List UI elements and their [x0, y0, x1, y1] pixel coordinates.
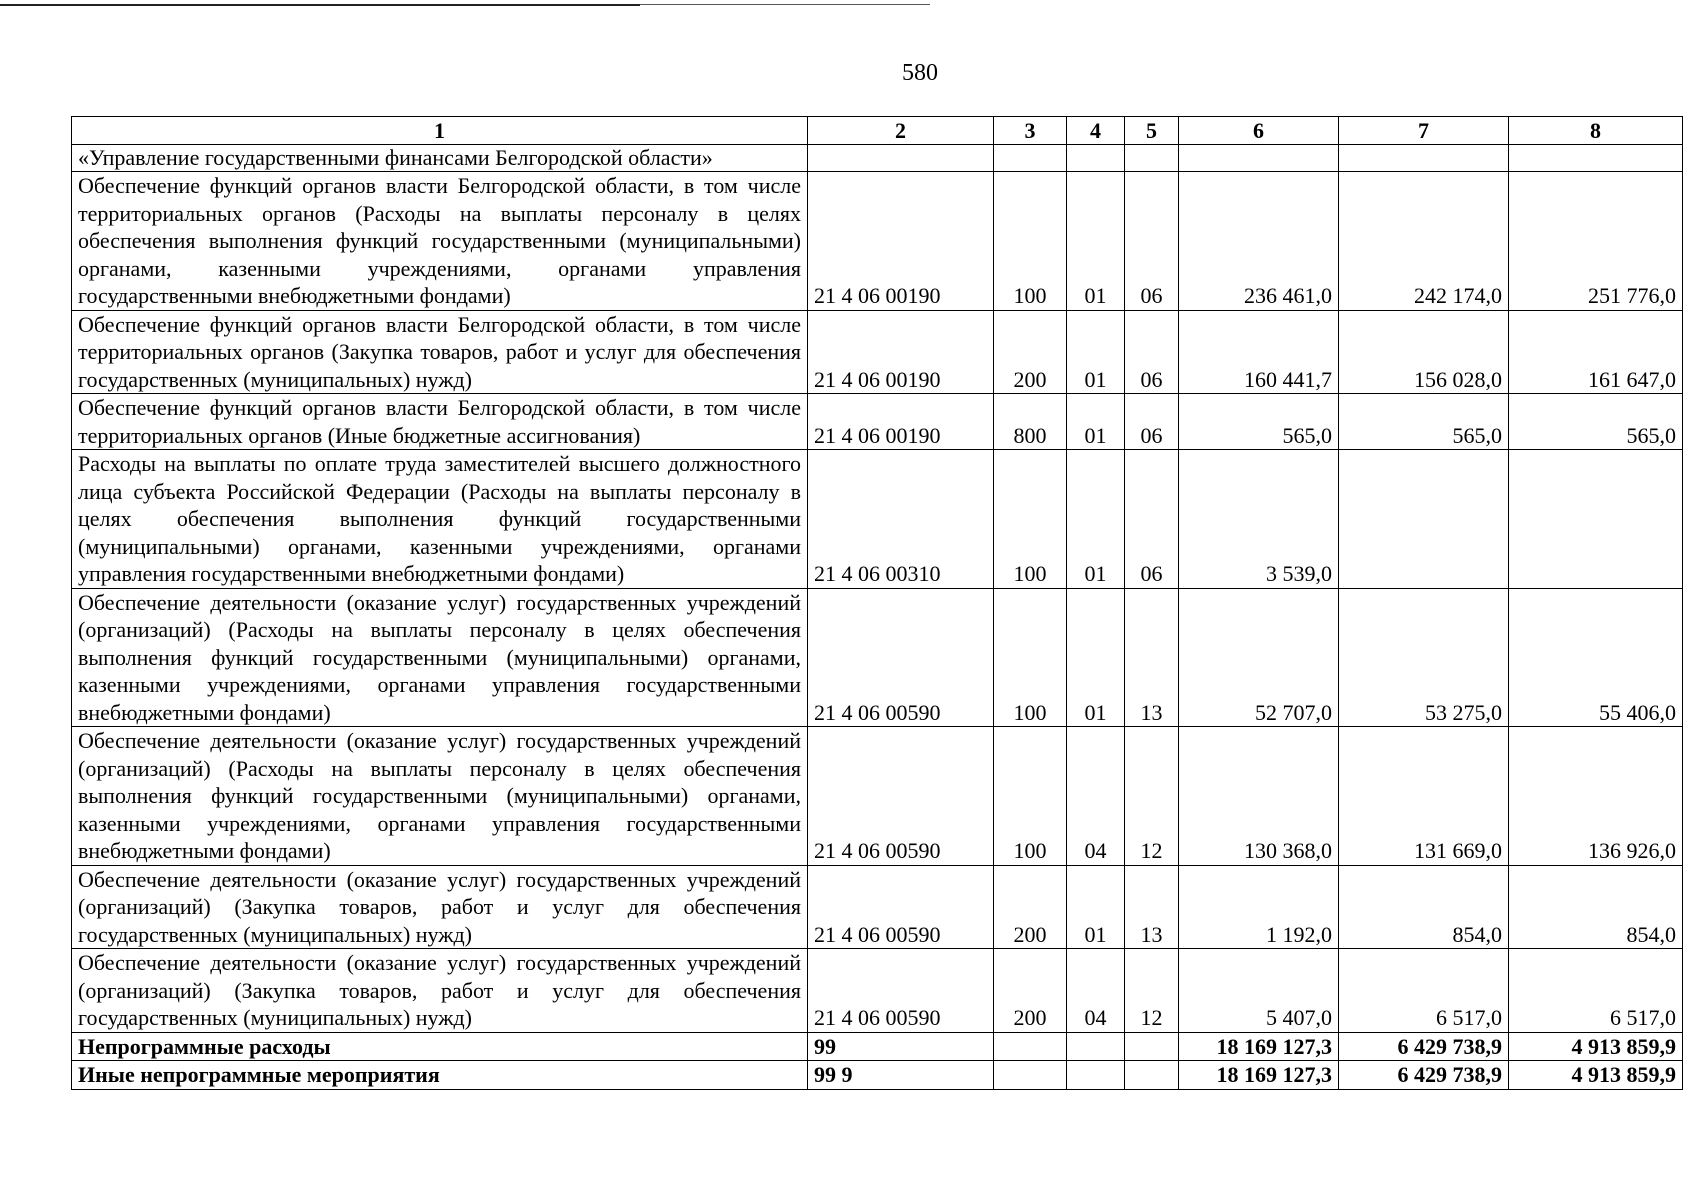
row-col4-cell: 01 — [1067, 450, 1125, 589]
row-col4-cell: 01 — [1067, 865, 1125, 949]
row-value7-cell: 565,0 — [1339, 394, 1509, 450]
scan-edge-line — [0, 4, 640, 6]
row-value8-cell: 251 776,0 — [1509, 172, 1683, 311]
row-col3-cell — [994, 1032, 1067, 1061]
row-value6-cell: 236 461,0 — [1179, 172, 1339, 311]
row-name-cell: «Управление государственными финансами Белгородской области» — [72, 145, 808, 172]
row-col3-cell — [994, 145, 1067, 172]
row-col3-cell — [994, 1061, 1067, 1090]
row-code-cell: 21 4 06 00190 — [808, 310, 994, 394]
row-name-cell: Расходы на выплаты по оплате труда заместителей высшего должностного лица субъекта Российской Федерации (Расходы на выплаты персоналу в целях обеспечения выполнения функций государственными (муниципальными) органами, казенными учреждениями, органами управления государственными внебюджетными фондами) — [72, 450, 808, 589]
row-col4-cell: 04 — [1067, 949, 1125, 1033]
row-col5-cell: 06 — [1125, 172, 1179, 311]
row-col4-cell: 01 — [1067, 172, 1125, 311]
row-code-cell: 21 4 06 00190 — [808, 394, 994, 450]
row-col5-cell — [1125, 145, 1179, 172]
header-row — [72, 117, 1683, 145]
row-value6-cell: 5 407,0 — [1179, 949, 1339, 1033]
row-value8-cell: 161 647,0 — [1509, 310, 1683, 394]
row-value7-cell: 242 174,0 — [1339, 172, 1509, 311]
budget-table — [71, 116, 1683, 1090]
header-col-5: 5 — [1125, 117, 1179, 145]
table-row — [72, 588, 1683, 727]
row-col4-cell — [1067, 1032, 1125, 1061]
row-name-cell: Обеспечение деятельности (оказание услуг) государственных учреждений (организаций) (Закупка товаров, работ и услуг для обеспечения государственных (муниципальных) нужд) — [72, 949, 808, 1033]
table-row — [72, 865, 1683, 949]
header-col-7: 7 — [1339, 117, 1509, 145]
scan-edge-line-thin — [640, 4, 930, 5]
row-name-cell: Непрограммные расходы — [72, 1032, 808, 1061]
table-row — [72, 394, 1683, 450]
row-value7-cell: 6 429 738,9 — [1339, 1032, 1509, 1061]
row-col5-cell: 13 — [1125, 865, 1179, 949]
row-col4-cell: 01 — [1067, 588, 1125, 727]
row-value8-cell — [1509, 145, 1683, 172]
header-col-2: 2 — [808, 117, 994, 145]
header-col-1: 1 — [72, 117, 808, 145]
table-row — [72, 450, 1683, 589]
row-value7-cell — [1339, 145, 1509, 172]
row-col5-cell — [1125, 1061, 1179, 1090]
table-row — [72, 1061, 1683, 1090]
row-code-cell: 99 9 — [808, 1061, 994, 1090]
row-value8-cell: 854,0 — [1509, 865, 1683, 949]
row-value7-cell: 53 275,0 — [1339, 588, 1509, 727]
row-value8-cell: 4 913 859,9 — [1509, 1061, 1683, 1090]
row-col5-cell: 12 — [1125, 727, 1179, 866]
row-col4-cell: 04 — [1067, 727, 1125, 866]
row-code-cell: 21 4 06 00590 — [808, 949, 994, 1033]
row-col5-cell: 13 — [1125, 588, 1179, 727]
table-row — [72, 949, 1683, 1033]
row-col5-cell: 06 — [1125, 310, 1179, 394]
row-code-cell: 21 4 06 00590 — [808, 865, 994, 949]
row-code-cell: 99 — [808, 1032, 994, 1061]
row-value6-cell: 130 368,0 — [1179, 727, 1339, 866]
row-col4-cell: 01 — [1067, 310, 1125, 394]
header-col-8: 8 — [1509, 117, 1683, 145]
row-name-cell: Обеспечение функций органов власти Белгородской области, в том числе территориальных органов (Закупка товаров, работ и услуг для обеспечения государственных (муниципальных) нужд) — [72, 310, 808, 394]
row-code-cell: 21 4 06 00310 — [808, 450, 994, 589]
row-value6-cell: 3 539,0 — [1179, 450, 1339, 589]
row-value7-cell: 854,0 — [1339, 865, 1509, 949]
row-code-cell — [808, 145, 994, 172]
row-value7-cell: 6 517,0 — [1339, 949, 1509, 1033]
row-col3-cell: 100 — [994, 172, 1067, 311]
row-col3-cell: 200 — [994, 949, 1067, 1033]
row-name-cell: Иные непрограммные мероприятия — [72, 1061, 808, 1090]
row-col4-cell — [1067, 145, 1125, 172]
row-value7-cell — [1339, 450, 1509, 589]
row-name-cell: Обеспечение деятельности (оказание услуг) государственных учреждений (организаций) (Закупка товаров, работ и услуг для обеспечения государственных (муниципальных) нужд) — [72, 865, 808, 949]
table-row — [72, 1032, 1683, 1061]
row-value6-cell: 18 169 127,3 — [1179, 1061, 1339, 1090]
row-col5-cell — [1125, 1032, 1179, 1061]
header-col-4: 4 — [1067, 117, 1125, 145]
row-value6-cell — [1179, 145, 1339, 172]
table-row — [72, 145, 1683, 172]
row-value6-cell: 160 441,7 — [1179, 310, 1339, 394]
row-code-cell: 21 4 06 00590 — [808, 727, 994, 866]
row-value8-cell: 6 517,0 — [1509, 949, 1683, 1033]
row-col3-cell: 200 — [994, 310, 1067, 394]
row-name-cell: Обеспечение функций органов власти Белгородской области, в том числе территориальных органов (Расходы на выплаты персоналу в целях обеспечения выполнения функций государственными (муниципальными) органами, казенными учреждениями, органами управления государственными внебюджетными фондами) — [72, 172, 808, 311]
table-body — [72, 145, 1683, 1090]
row-value8-cell: 565,0 — [1509, 394, 1683, 450]
row-value8-cell: 136 926,0 — [1509, 727, 1683, 866]
row-value7-cell: 131 669,0 — [1339, 727, 1509, 866]
header-col-6: 6 — [1179, 117, 1339, 145]
row-value8-cell — [1509, 450, 1683, 589]
row-col5-cell: 06 — [1125, 394, 1179, 450]
row-value6-cell: 52 707,0 — [1179, 588, 1339, 727]
row-value6-cell: 565,0 — [1179, 394, 1339, 450]
row-col3-cell: 100 — [994, 450, 1067, 589]
row-col4-cell: 01 — [1067, 394, 1125, 450]
row-value6-cell: 18 169 127,3 — [1179, 1032, 1339, 1061]
row-name-cell: Обеспечение деятельности (оказание услуг) государственных учреждений (организаций) (Расходы на выплаты персоналу в целях обеспечения выполнения функций государственными (муниципальными) органами, казенными учреждениями, органами управления государственными внебюджетными фондами) — [72, 588, 808, 727]
row-code-cell: 21 4 06 00590 — [808, 588, 994, 727]
row-col3-cell: 200 — [994, 865, 1067, 949]
row-name-cell: Обеспечение деятельности (оказание услуг) государственных учреждений (организаций) (Расходы на выплаты персоналу в целях обеспечения выполнения функций государственными (муниципальными) органами, казенными учреждениями, органами управления государственными внебюджетными фондами) — [72, 727, 808, 866]
row-col3-cell: 100 — [994, 588, 1067, 727]
row-value6-cell: 1 192,0 — [1179, 865, 1339, 949]
table-row — [72, 727, 1683, 866]
row-col5-cell: 12 — [1125, 949, 1179, 1033]
row-value7-cell: 6 429 738,9 — [1339, 1061, 1509, 1090]
row-name-cell: Обеспечение функций органов власти Белгородской области, в том числе территориальных органов (Иные бюджетные ассигнования) — [72, 394, 808, 450]
row-col3-cell: 100 — [994, 727, 1067, 866]
header-col-3: 3 — [994, 117, 1067, 145]
row-value7-cell: 156 028,0 — [1339, 310, 1509, 394]
row-value8-cell: 55 406,0 — [1509, 588, 1683, 727]
row-value8-cell: 4 913 859,9 — [1509, 1032, 1683, 1061]
table-row — [72, 310, 1683, 394]
row-col3-cell: 800 — [994, 394, 1067, 450]
table-row — [72, 172, 1683, 311]
row-col5-cell: 06 — [1125, 450, 1179, 589]
page-number: 580 — [902, 60, 938, 86]
row-code-cell: 21 4 06 00190 — [808, 172, 994, 311]
row-col4-cell — [1067, 1061, 1125, 1090]
